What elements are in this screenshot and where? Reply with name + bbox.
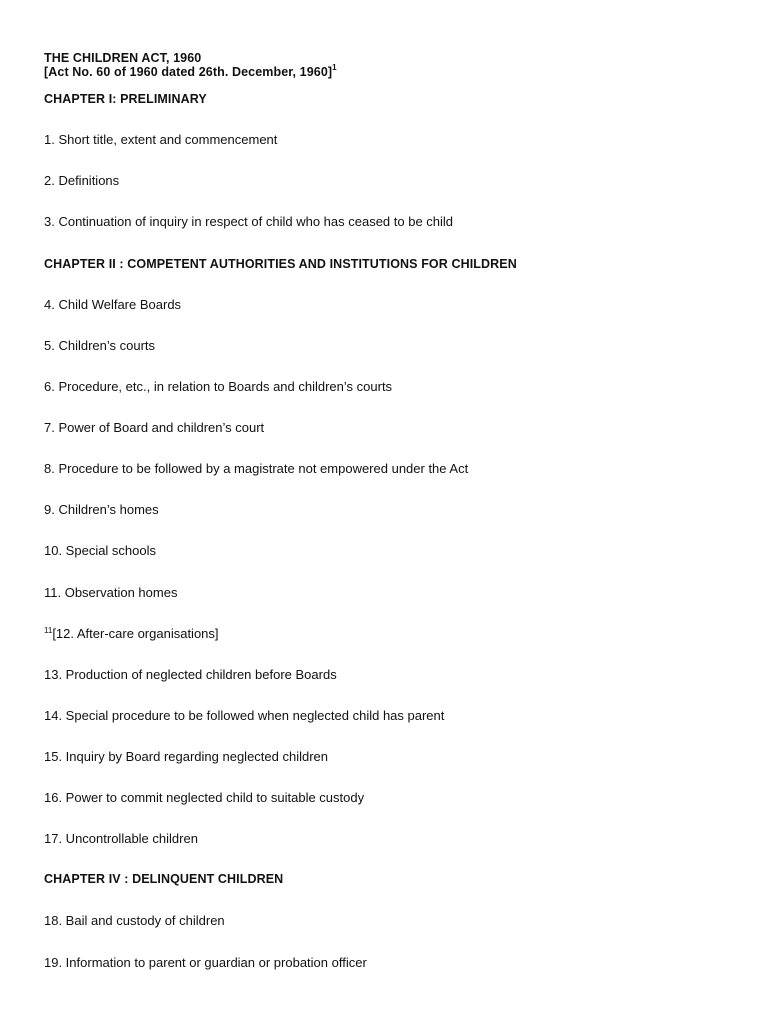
section-item-4: 4. Child Welfare Boards (44, 297, 182, 312)
section-item-10: 10. Special schools (44, 543, 157, 558)
section-item-18: 18. Bail and custody of children (44, 913, 225, 928)
section-item-12 (44, 626, 219, 641)
section-item-5: 5. Children’s courts (44, 338, 156, 353)
section-item-6: 6. Procedure, etc., in relation to Boards and children’s courts (44, 379, 393, 394)
section-item-11: 11. Observation homes (44, 585, 178, 600)
section-12-text: [12. After-care organisations] (52, 626, 219, 641)
section-item-8: 8. Procedure to be followed by a magistrate not empowered under the Act (44, 461, 469, 476)
section-item-2: 2. Definitions (44, 173, 120, 188)
document-subtitle (44, 62, 337, 79)
section-item-15: 15. Inquiry by Board regarding neglected children (44, 749, 329, 764)
section-item-16: 16. Power to commit neglected child to suitable custody (44, 790, 365, 805)
section-item-3: 3. Continuation of inquiry in respect of child who has ceased to be child (44, 214, 454, 229)
document-page (44, 0, 744, 1024)
subtitle-text: [Act No. 60 of 1960 dated 26th. December, 1960] (44, 65, 333, 79)
chapter-heading-4: CHAPTER IV : DELINQUENT CHILDREN (44, 872, 284, 886)
section-item-14: 14. Special procedure to be followed when neglected child has parent (44, 708, 445, 723)
section-item-1: 1. Short title, extent and commencement (44, 132, 278, 147)
chapter-heading-2: CHAPTER II : COMPETENT AUTHORITIES AND INSTITUTIONS FOR CHILDREN (44, 257, 517, 271)
section-item-9: 9. Children’s homes (44, 502, 159, 517)
section-item-13: 13. Production of neglected children before Boards (44, 667, 337, 682)
section-item-7: 7. Power of Board and children’s court (44, 420, 265, 435)
subtitle-footnote-marker: 1 (332, 62, 337, 72)
section-item-19: 19. Information to parent or guardian or probation officer (44, 955, 367, 970)
chapter-heading-1: CHAPTER I: PRELIMINARY (44, 92, 207, 106)
document-title: THE CHILDREN ACT, 1960 (44, 51, 202, 65)
section-item-17: 17. Uncontrollable children (44, 831, 198, 846)
section-12-footnote-marker: 11 (44, 626, 53, 635)
